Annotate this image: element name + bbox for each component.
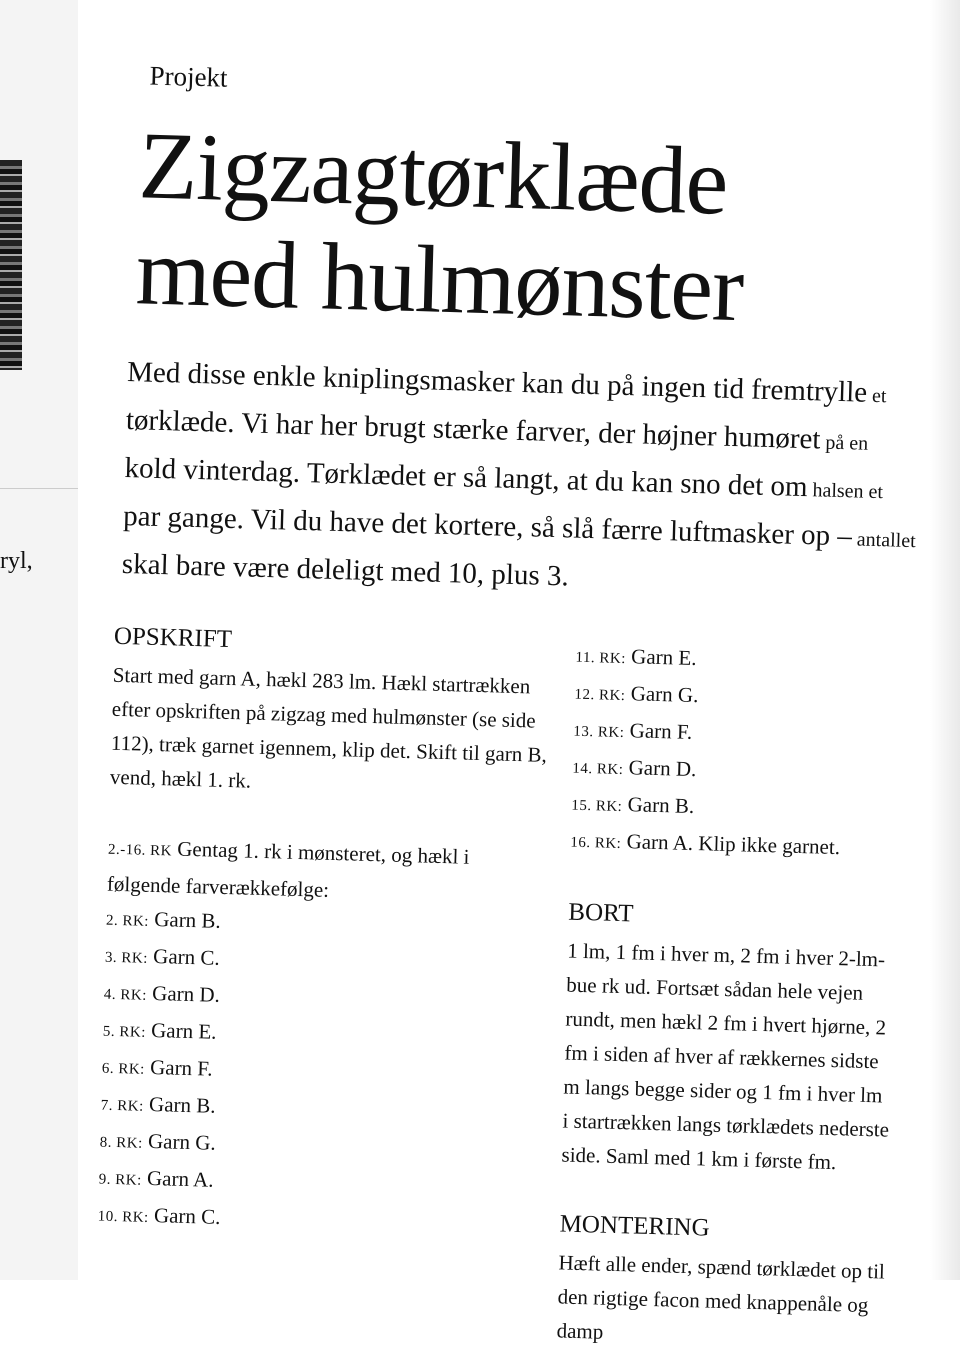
list-item: 4. RK: Garn D. [103, 980, 221, 1007]
title-line-1: Zigzagtørklæde [137, 111, 729, 235]
intro-paragraph [121, 350, 917, 612]
color-sequence-list-left [97, 901, 546, 1246]
list-item: 13. RK: Garn F. [573, 718, 693, 744]
repeat-instruction: 2.-16. RK Gentag 1. rk i mønsteret, og hækl i følgende farverækkefølge: [106, 836, 470, 902]
facing-page-divider [0, 488, 78, 489]
facing-page-text-fragment: ryl, [0, 548, 33, 574]
list-item: 15. RK: Garn B. [571, 792, 695, 819]
color-sequence-list-right [570, 638, 906, 869]
list-item: 14. RK: Garn D. [572, 755, 697, 782]
bort-heading: BORT [568, 898, 634, 928]
list-item: 10. RK: Garn C. [97, 1202, 221, 1229]
list-item: 3. RK: Garn C. [104, 943, 221, 970]
list-item: 9. RK: Garn A. [98, 1165, 214, 1192]
list-item: 11. RK: Garn E. [575, 644, 697, 671]
list-item: 16. RK: Garn A. Klip ikke garnet. [570, 829, 841, 860]
list-item: 7. RK: Garn B. [100, 1091, 216, 1118]
opskrift-heading: OPSKRIFT [113, 622, 233, 654]
intro-line: Med disse enkle kniplingsmasker kan du på ingen tid fremtrylle et [126, 356, 887, 409]
list-item: 8. RK: Garn G. [99, 1128, 217, 1155]
facing-page-photo [0, 160, 22, 370]
page-curl-shadow [930, 0, 960, 1280]
list-item: 6. RK: Garn F. [101, 1054, 213, 1081]
intro-line: par gange. Vil du have det kortere, så slå færre luftmasker op – antallet [122, 499, 916, 553]
opskrift-text: Start med garn A, hækl 283 lm. Hækl startrækken efter opskriften på zigzag med hulmønster (se side 112), træk garnet igennem, klip det. Skift til garn B, vend, hækl 1. rk. [109, 662, 548, 793]
facing-page-edge [0, 0, 78, 1280]
montering-text: Hæft alle ender, spænd tørklædet op til den rigtige facon med knappenåle og damp [556, 1250, 886, 1344]
intro-line: tørklæde. Vi har her brugt stærke farver, der højner humøret på en [125, 404, 869, 456]
list-item: 12. RK: Garn G. [574, 681, 699, 708]
bort-text: 1 lm, 1 fm i hver m, 2 fm i hver 2-lm-bue rk ud. Fortsæt sådan hele vejen rundt, men hækl 2 fm i hvert hjørne, 2 fm i siden af hver af rækkernes sidste m langs begge sider og 1 fm i hver lm i startrækken langs tørklædets nederste side. Saml med 1 km i første fm. [561, 938, 890, 1175]
right-column [556, 638, 906, 1357]
intro-line: skal bare være deleligt med 10, plus 3. [121, 547, 570, 593]
title-line-2: med hulmønster [134, 217, 745, 342]
intro-line: kold vinterdag. Tørklædet er så langt, at du kan sno det om halsen et [124, 452, 884, 504]
section-kicker: Projekt [149, 60, 228, 93]
article [96, 60, 930, 1344]
montering-heading: MONTERING [559, 1210, 710, 1242]
article-title [135, 112, 748, 341]
left-column [97, 620, 554, 1246]
list-item: 2. RK: Garn B. [105, 906, 222, 933]
list-item: 5. RK: Garn E. [102, 1017, 217, 1044]
